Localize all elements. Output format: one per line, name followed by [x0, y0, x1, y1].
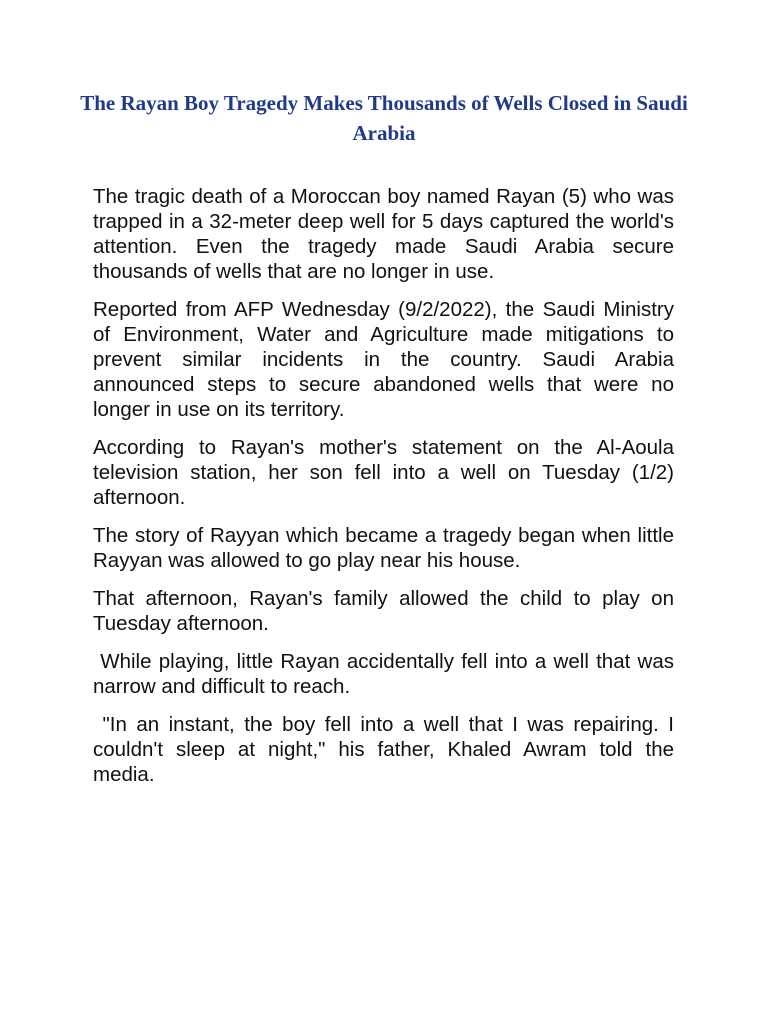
paragraph-6: While playing, little Rayan accidentally fell into a well that was narrow and difficult to reach.	[93, 650, 680, 698]
paragraph-1: The tragic death of a Moroccan boy named Rayan (5) who was trapped in a 32-meter deep well for 5 days captured the world's attention. Even the tragedy made Saudi Arabia secure thousands of wells that are no longer in use.	[93, 185, 680, 283]
paragraph-2: Reported from AFP Wednesday (9/2/2022), the Saudi Ministry of Environment, Water and Agriculture made mitigations to prevent similar incidents in the country. Saudi Arabia announced steps to secure abandoned wells that were no longer in use on its territory.	[93, 298, 680, 421]
article-body	[93, 184, 680, 800]
paragraph-3: According to Rayan's mother's statement on the Al-Aoula television station, her son fell into a well on Tuesday (1/2) afternoon.	[93, 436, 680, 509]
paragraph-7: "In an instant, the boy fell into a well that I was repairing. I couldn't sleep at night," his father, Khaled Awram told the media.	[93, 713, 680, 786]
paragraph-5: That afternoon, Rayan's family allowed the child to play on Tuesday afternoon.	[93, 587, 680, 635]
paragraph-4: The story of Rayyan which became a tragedy began when little Rayyan was allowed to go play near his house.	[93, 524, 680, 572]
article-title: The Rayan Boy Tragedy Makes Thousands of Wells Closed in Saudi Arabia	[80, 91, 688, 145]
